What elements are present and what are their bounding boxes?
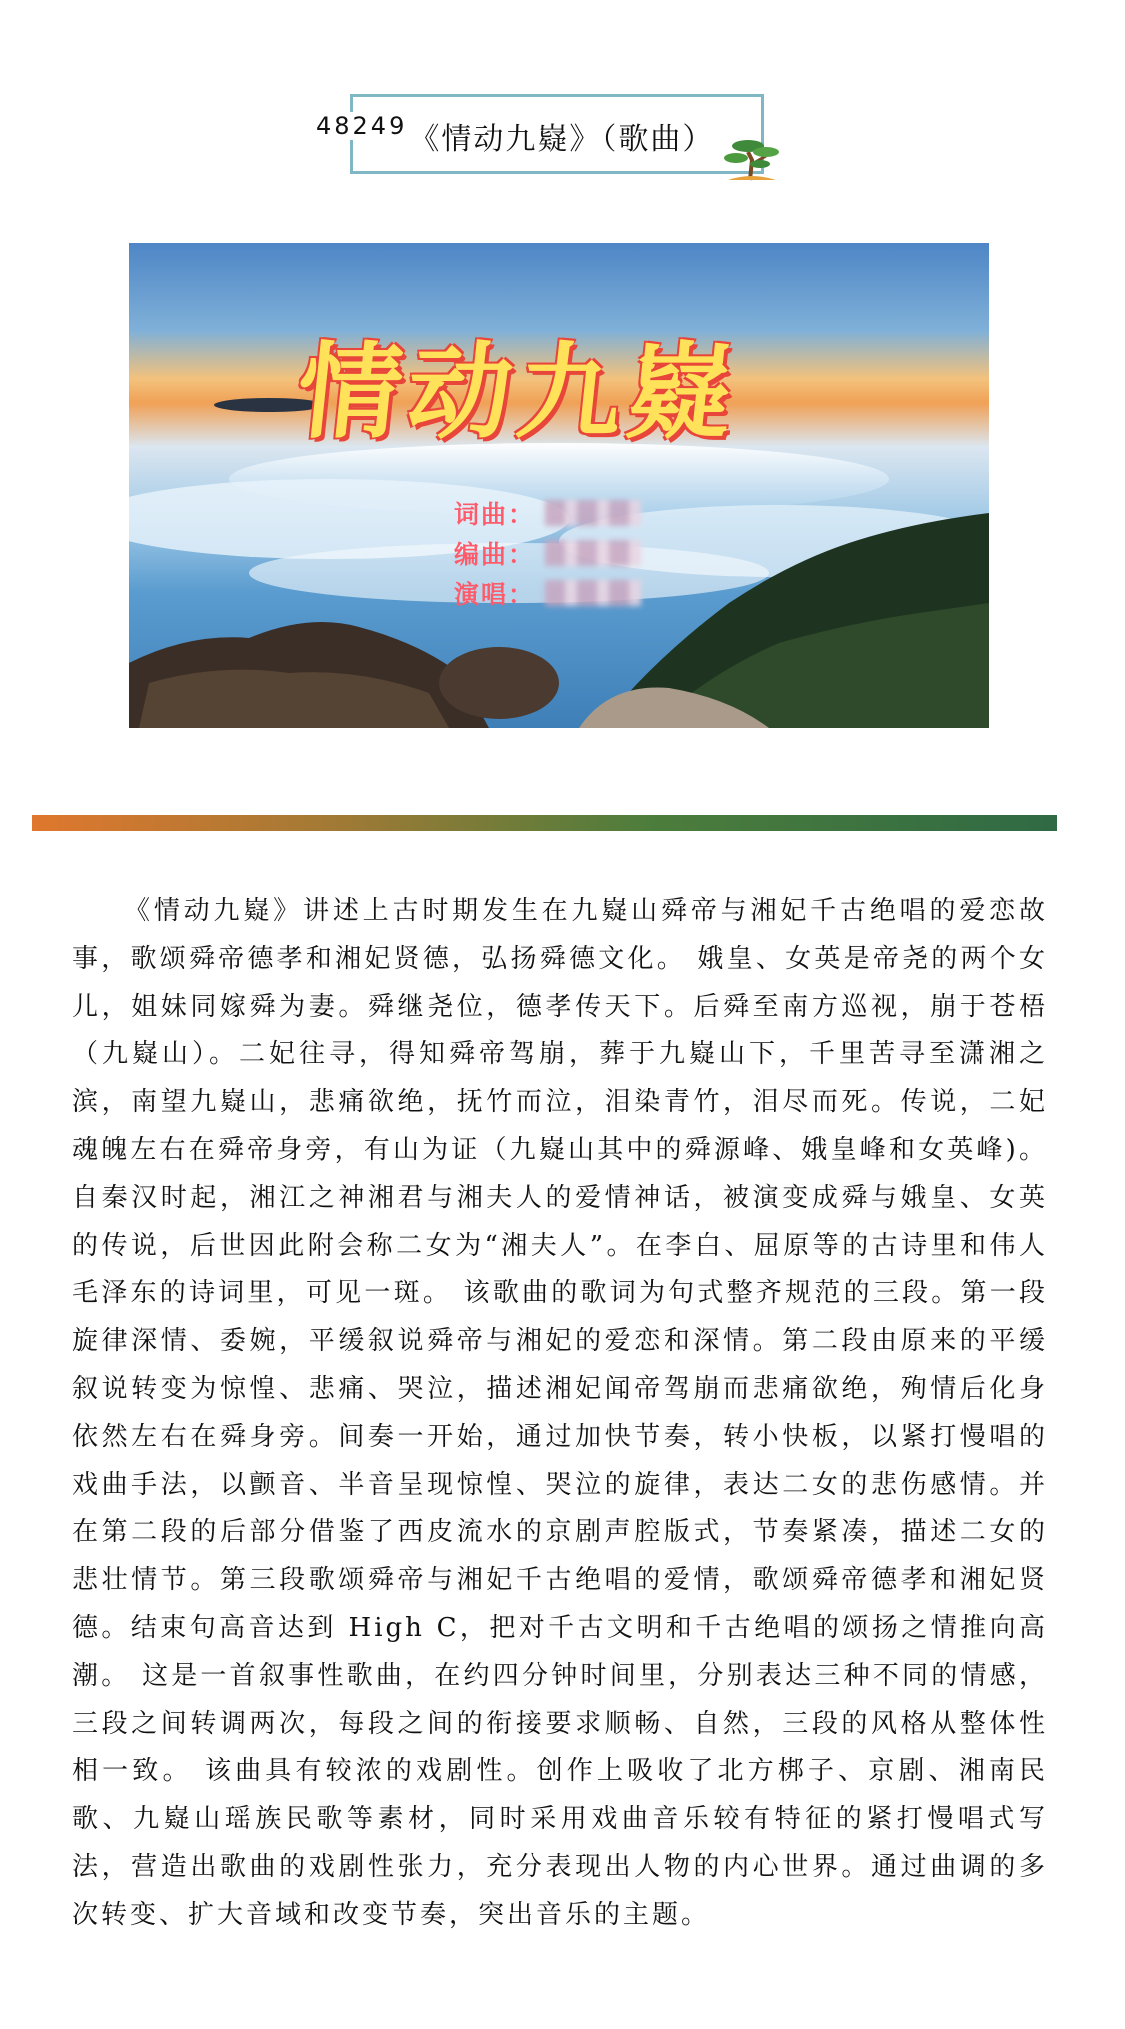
credit-arranger <box>454 535 641 571</box>
credit-singer <box>454 575 641 611</box>
credit-label: 编曲： <box>454 540 536 569</box>
credit-lyrics-composer <box>454 495 641 531</box>
blurred-name <box>545 500 641 526</box>
page-title: 《情动九嶷》（歌曲） <box>409 122 715 157</box>
credit-label: 词曲： <box>454 500 536 529</box>
section-divider <box>32 815 1057 831</box>
banner-title: 情动九嶷 <box>291 331 745 453</box>
credit-label: 演唱： <box>454 580 536 609</box>
article-body: 《情动九嶷》讲述上古时期发生在九嶷山舜帝与湘妃千古绝唱的爱恋故事，歌颂舜帝德孝和湘妃贤德，弘扬舜德文化。 娥皇、女英是帝尧的两个女儿，姐妹同嫁舜为妻。舜继尧位，德孝传天下。后舜至南方巡视，崩于苍梧（九嶷山）。二妃往寻，得知舜帝驾崩，葬于九嶷山下，千里苦寻至潇湘之滨，南望九嶷山，悲痛欲绝，抚竹而泣，泪染青竹，泪尽而死。传说，二妃魂魄左右在舜帝身旁，有山为证（九嶷山其中的舜源峰、娥皇峰和女英峰)。自秦汉时起，湘江之神湘君与湘夫人的爱情神话，被演变成舜与娥皇、女英的传说，后世因此附会称二女为“湘夫人”。在李白、屈原等的古诗里和伟人毛泽东的诗词里，可见一斑。 该歌曲的歌词为句式整齐规范的三段。第一段旋律深情、委婉，平缓叙说舜帝与湘妃的爱恋和深情。第二段由原来的平缓叙说转变为惊惶、悲痛、哭泣，描述湘妃闻帝驾崩而悲痛欲绝，殉情后化身依然左右在舜身旁。间奏一开始，通过加快节奏，转小快板，以紧打慢唱的戏曲手法，以颤音、半音呈现惊惶、哭泣的旋律，表达二女的悲伤感情。并在第二段的后部分借鉴了西皮流水的京剧声腔版式，节奏紧凑，描述二女的悲壮情节。第三段歌颂舜帝与湘妃千古绝唱的爱情，歌颂舜帝德孝和湘妃贤德。结束句高音达到 High C，把对千古文明和千古绝唱的颂扬之情推向高潮。 这是一首叙事性歌曲，在约四分钟时间里，分别表达三种不同的情感，三段之间转调两次，每段之间的衔接要求顺畅、自然，三段的风格从整体性相一致。 该曲具有较浓的戏剧性。创作上吸收了北方梆子、京剧、湘南民歌、九嶷山瑶族民歌等素材，同时采用戏曲音乐较有特征的紧打慢唱式写法，营造出歌曲的戏剧性张力，充分表现出人物的内心世界。通过曲调的多次转变、扩大音域和改变节奏，突出音乐的主题。 <box>72 896 1048 1930</box>
blurred-name <box>545 580 641 606</box>
pine-tree-icon <box>722 134 780 182</box>
blurred-name <box>545 540 641 566</box>
song-cover-image <box>129 243 989 728</box>
article-number: 48249 <box>316 112 408 140</box>
